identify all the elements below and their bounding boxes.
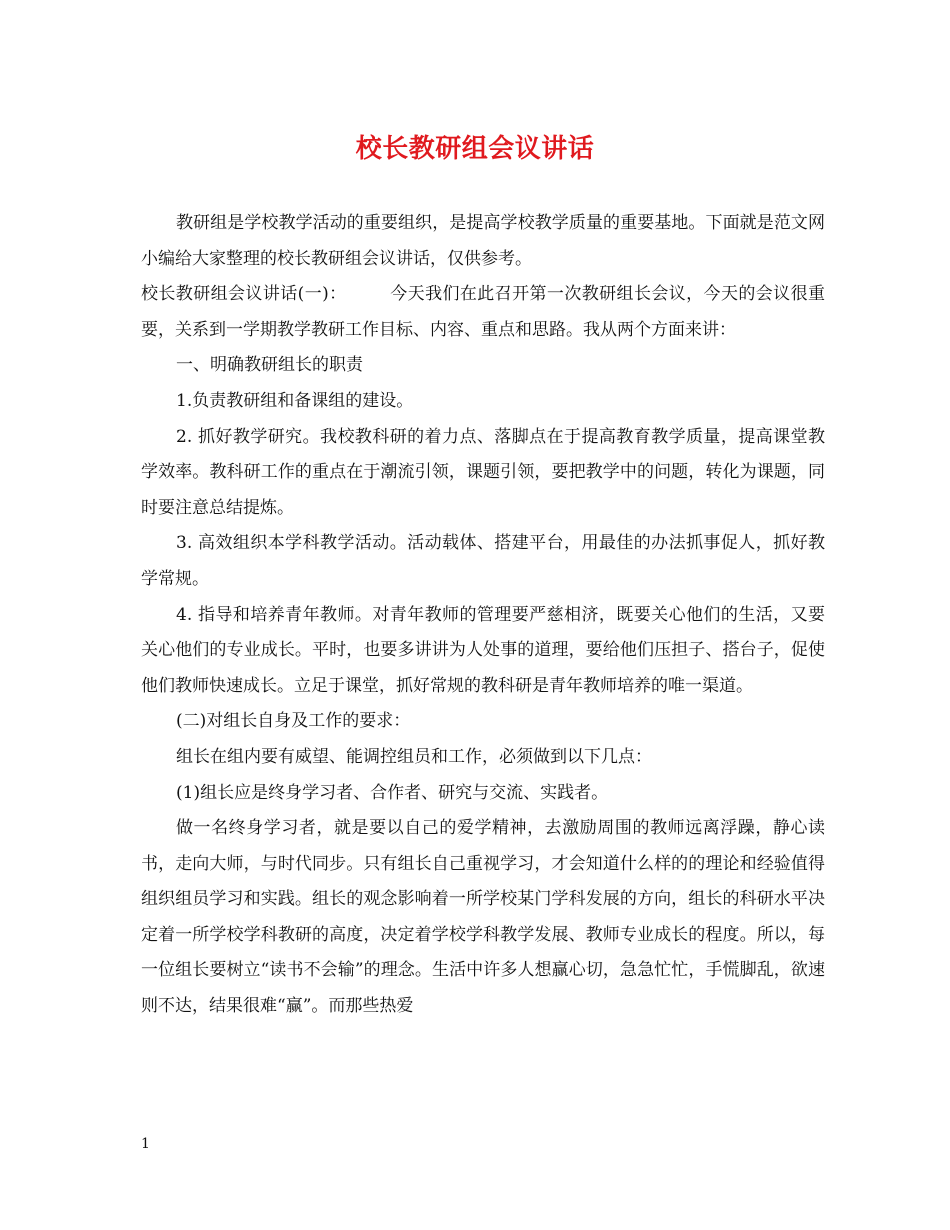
paragraph: 校长教研组会议讲话(一)： 今天我们在此召开第一次教研组长会议，今天的会议很重要，关系到一学期教学教研工作目标、内容、重点和思路。我从两个方面来讲：: [141, 284, 825, 340]
paragraph: (二)对组长自身及工作的要求：: [176, 711, 411, 732]
paragraph: 组长在组内要有威望、能调控组员和工作，必须做到以下几点：: [176, 746, 652, 767]
paragraph: (1)组长应是终身学习者、合作者、研究与交流、实践者。: [176, 782, 609, 803]
paragraph: 2. 抓好教学研究。我校教科研的着力点、落脚点在于提高教育教学质量，提高课堂教学效率。教科研工作的重点在于潮流引领，课题引领，要把教学中的问题，转化为课题，同时要注意总结提炼。: [141, 426, 825, 518]
document-body: [141, 206, 825, 1025]
paragraph: 一、明确教研组长的职责: [176, 355, 363, 376]
paragraph: 做一名终身学习者，就是要以自己的爱学精神，去激励周围的教师远离浮躁，静心读书，走向大师，与时代同步。只有组长自己重视学习，才会知道什么样的的理论和经验值得组织组员学习和实践。组长的观念影响着一所学校某门学科发展的方向，组长的科研水平决定着一所学校学科教研的高度，决定着学校学科教学发展、教师专业成长的程度。所以，每一位组长要树立“读书不会输”的理念。生活中许多人想赢心切，急急忙忙，手慌脚乱，欲速则不达，结果很难“赢”。而那些热爱: [141, 818, 825, 1017]
paragraph: 4. 指导和培养青年教师。对青年教师的管理要严慈相济，既要关心他们的生活，又要关心他们的专业成长。平时，也要多讲讲为人处事的道理，要给他们压担子、搭台子，促使他们教师快速成长。立足于课堂，抓好常规的教科研是青年教师培养的唯一渠道。: [141, 604, 825, 696]
paragraph: 1.负责教研组和备课组的建设。: [176, 390, 414, 411]
page-number: 1: [141, 1136, 150, 1152]
paragraph: 教研组是学校教学活动的重要组织，是提高学校教学质量的重要基地。下面就是范文网小编给大家整理的校长教研组会议讲话，仅供参考。: [141, 213, 825, 269]
document-title: 校长教研组会议讲话: [355, 134, 595, 164]
paragraph: 3. 高效组织本学科教学活动。活动载体、搭建平台，用最佳的办法抓事促人，抓好教学常规。: [141, 533, 825, 589]
